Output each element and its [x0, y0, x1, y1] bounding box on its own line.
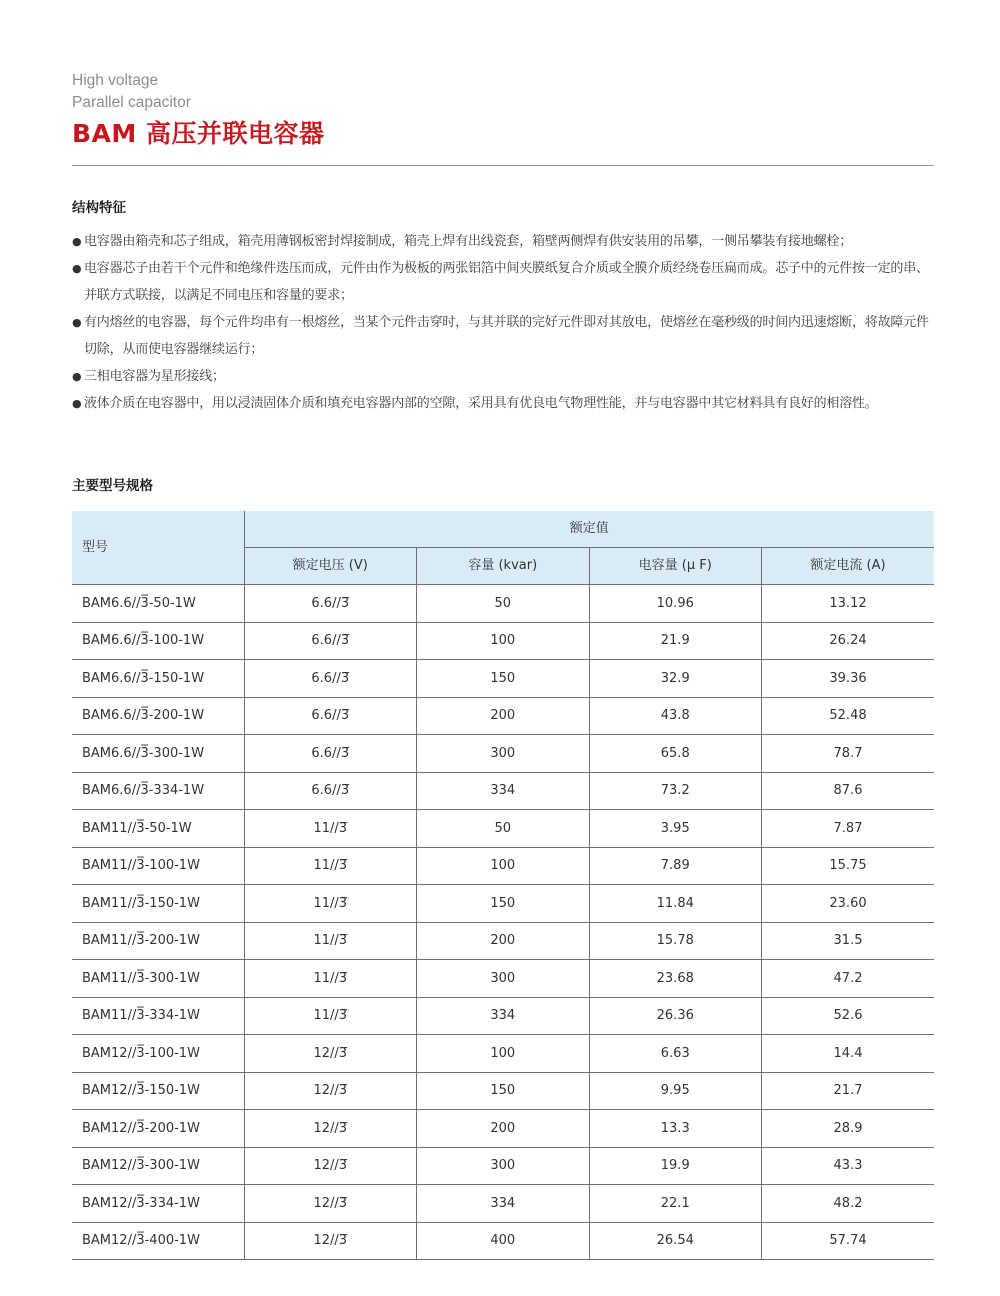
col-header-model: 型号	[72, 511, 244, 585]
cell-capacity: 100	[417, 622, 590, 660]
feature-item	[72, 363, 936, 390]
table-row	[72, 622, 934, 660]
bullet-icon: ●	[72, 235, 82, 248]
features-heading: 结构特征	[72, 200, 126, 216]
feature-text: 有内熔丝的电容器，每个元件均串有一根熔丝，当某个元件击穿时，与其并联的完好元件即对其放电，使熔丝在毫秒级的时间内迅速熔断，将故障元件切除，从而使电容器继续运行；	[84, 315, 929, 357]
table-row	[72, 1072, 934, 1110]
cell-current: 39.36	[762, 660, 935, 698]
col-header-current: 额定电流 (A)	[762, 548, 935, 585]
cell-model: BAM11//3̅-150-1W	[72, 885, 244, 923]
cell-current: 15.75	[762, 847, 935, 885]
bullet-icon: ●	[72, 370, 82, 383]
cell-model: BAM11//3̅-334-1W	[72, 997, 244, 1035]
cell-model: BAM12//3̅-400-1W	[72, 1222, 244, 1260]
table-row	[72, 772, 934, 810]
cell-capacity: 334	[417, 1185, 590, 1223]
table-row	[72, 660, 934, 698]
cell-capacity: 400	[417, 1222, 590, 1260]
cell-capacitance: 23.68	[589, 960, 762, 998]
col-header-rated-group: 额定值	[244, 511, 934, 548]
feature-item	[72, 309, 936, 363]
table-row	[72, 997, 934, 1035]
cell-capacity: 50	[417, 585, 590, 623]
cell-capacity: 150	[417, 1072, 590, 1110]
cell-capacitance: 13.3	[589, 1110, 762, 1148]
cell-model: BAM12//3̅-300-1W	[72, 1147, 244, 1185]
cell-capacitance: 22.1	[589, 1185, 762, 1223]
table-row	[72, 885, 934, 923]
col-header-capacity: 容量 (kvar)	[417, 548, 590, 585]
cell-current: 52.48	[762, 697, 935, 735]
cell-model: BAM12//3̅-334-1W	[72, 1185, 244, 1223]
cell-capacity: 100	[417, 847, 590, 885]
subtitle-english-line1: High voltage	[72, 72, 159, 89]
table-row	[72, 1035, 934, 1073]
cell-current: 28.9	[762, 1110, 935, 1148]
cell-voltage: 11//3̅	[244, 885, 417, 923]
cell-model: BAM6.6//3̅-50-1W	[72, 585, 244, 623]
feature-text: 电容器由箱壳和芯子组成，箱壳用薄钢板密封焊接制成，箱壳上焊有出线瓷套，箱壁两侧焊有供安装用的吊攀，一侧吊攀装有接地螺栓；	[84, 234, 853, 249]
bullet-icon: ●	[72, 397, 82, 410]
feature-text: 电容器芯子由若干个元件和绝缘件迭压而成，元件由作为极板的两张铝箔中间夹膜纸复合介质或全膜介质经绕卷压扁而成。芯子中的元件按一定的串、并联方式联接，以满足不同电压和容量的要求；	[84, 261, 929, 303]
cell-capacity: 300	[417, 1147, 590, 1185]
cell-capacitance: 11.84	[589, 885, 762, 923]
bullet-icon: ●	[72, 262, 82, 275]
cell-current: 43.3	[762, 1147, 935, 1185]
cell-voltage: 6.6//3̅	[244, 697, 417, 735]
spec-table-body	[72, 585, 934, 1260]
cell-capacitance: 65.8	[589, 735, 762, 773]
cell-model: BAM12//3̅-100-1W	[72, 1035, 244, 1073]
cell-current: 14.4	[762, 1035, 935, 1073]
cell-voltage: 6.6//3̅	[244, 735, 417, 773]
table-row	[72, 697, 934, 735]
cell-capacitance: 7.89	[589, 847, 762, 885]
cell-current: 47.2	[762, 960, 935, 998]
cell-current: 13.12	[762, 585, 935, 623]
table-row	[72, 735, 934, 773]
cell-capacity: 200	[417, 922, 590, 960]
features-list	[72, 228, 936, 417]
cell-model: BAM11//3̅-200-1W	[72, 922, 244, 960]
cell-voltage: 12//3̅	[244, 1185, 417, 1223]
page-title: BAM 高压并联电容器	[72, 119, 325, 148]
cell-capacitance: 26.54	[589, 1222, 762, 1260]
table-row	[72, 1147, 934, 1185]
cell-voltage: 11//3̅	[244, 847, 417, 885]
cell-capacity: 200	[417, 1110, 590, 1148]
cell-model: BAM11//3̅-300-1W	[72, 960, 244, 998]
cell-voltage: 6.6//3̅	[244, 622, 417, 660]
table-row	[72, 847, 934, 885]
cell-capacitance: 19.9	[589, 1147, 762, 1185]
cell-voltage: 12//3̅	[244, 1072, 417, 1110]
cell-capacity: 150	[417, 660, 590, 698]
cell-voltage: 6.6//3̅	[244, 585, 417, 623]
cell-current: 48.2	[762, 1185, 935, 1223]
cell-capacitance: 21.9	[589, 622, 762, 660]
col-header-voltage: 额定电压 (V)	[244, 548, 417, 585]
cell-capacitance: 3.95	[589, 810, 762, 848]
bullet-icon: ●	[72, 316, 82, 329]
cell-current: 31.5	[762, 922, 935, 960]
cell-voltage: 12//3̅	[244, 1110, 417, 1148]
table-row	[72, 810, 934, 848]
table-row	[72, 1110, 934, 1148]
cell-capacity: 50	[417, 810, 590, 848]
cell-voltage: 12//3̅	[244, 1035, 417, 1073]
title-divider	[72, 165, 934, 166]
cell-voltage: 12//3̅	[244, 1222, 417, 1260]
subtitle-english-line2: Parallel capacitor	[72, 94, 191, 111]
cell-capacitance: 26.36	[589, 997, 762, 1035]
cell-capacitance: 10.96	[589, 585, 762, 623]
cell-capacity: 300	[417, 960, 590, 998]
cell-voltage: 11//3̅	[244, 810, 417, 848]
cell-model: BAM6.6//3̅-200-1W	[72, 697, 244, 735]
cell-current: 21.7	[762, 1072, 935, 1110]
col-header-capacitance: 电容量 (μ F)	[589, 548, 762, 585]
cell-capacitance: 9.95	[589, 1072, 762, 1110]
cell-model: BAM11//3̅-50-1W	[72, 810, 244, 848]
cell-capacity: 300	[417, 735, 590, 773]
table-row	[72, 960, 934, 998]
cell-current: 78.7	[762, 735, 935, 773]
feature-item	[72, 390, 936, 417]
cell-capacitance: 15.78	[589, 922, 762, 960]
cell-capacitance: 43.8	[589, 697, 762, 735]
table-row	[72, 1185, 934, 1223]
cell-capacitance: 73.2	[589, 772, 762, 810]
table-row	[72, 585, 934, 623]
cell-model: BAM11//3̅-100-1W	[72, 847, 244, 885]
spec-table	[72, 511, 934, 1260]
feature-text: 液体介质在电容器中，用以浸渍固体介质和填充电容器内部的空隙，采用具有优良电气物理性能，并与电容器中其它材料具有良好的相溶性。	[84, 396, 878, 411]
cell-model: BAM6.6//3̅-300-1W	[72, 735, 244, 773]
table-row	[72, 922, 934, 960]
cell-current: 23.60	[762, 885, 935, 923]
cell-capacity: 334	[417, 772, 590, 810]
cell-voltage: 11//3̅	[244, 997, 417, 1035]
cell-voltage: 11//3̅	[244, 960, 417, 998]
cell-capacity: 200	[417, 697, 590, 735]
cell-voltage: 11//3̅	[244, 922, 417, 960]
cell-voltage: 6.6//3̅	[244, 772, 417, 810]
cell-current: 52.6	[762, 997, 935, 1035]
feature-text: 三相电容器为星形接线；	[84, 369, 225, 384]
cell-current: 7.87	[762, 810, 935, 848]
feature-item	[72, 228, 936, 255]
specs-heading: 主要型号规格	[72, 478, 153, 494]
cell-current: 26.24	[762, 622, 935, 660]
cell-capacity: 150	[417, 885, 590, 923]
cell-voltage: 6.6//3̅	[244, 660, 417, 698]
cell-model: BAM12//3̅-150-1W	[72, 1072, 244, 1110]
feature-item	[72, 255, 936, 309]
cell-capacitance: 6.63	[589, 1035, 762, 1073]
cell-capacity: 334	[417, 997, 590, 1035]
cell-model: BAM6.6//3̅-150-1W	[72, 660, 244, 698]
cell-current: 87.6	[762, 772, 935, 810]
table-row	[72, 1222, 934, 1260]
cell-voltage: 12//3̅	[244, 1147, 417, 1185]
cell-capacitance: 32.9	[589, 660, 762, 698]
cell-current: 57.74	[762, 1222, 935, 1260]
cell-model: BAM12//3̅-200-1W	[72, 1110, 244, 1148]
cell-model: BAM6.6//3̅-100-1W	[72, 622, 244, 660]
cell-model: BAM6.6//3̅-334-1W	[72, 772, 244, 810]
cell-capacity: 100	[417, 1035, 590, 1073]
